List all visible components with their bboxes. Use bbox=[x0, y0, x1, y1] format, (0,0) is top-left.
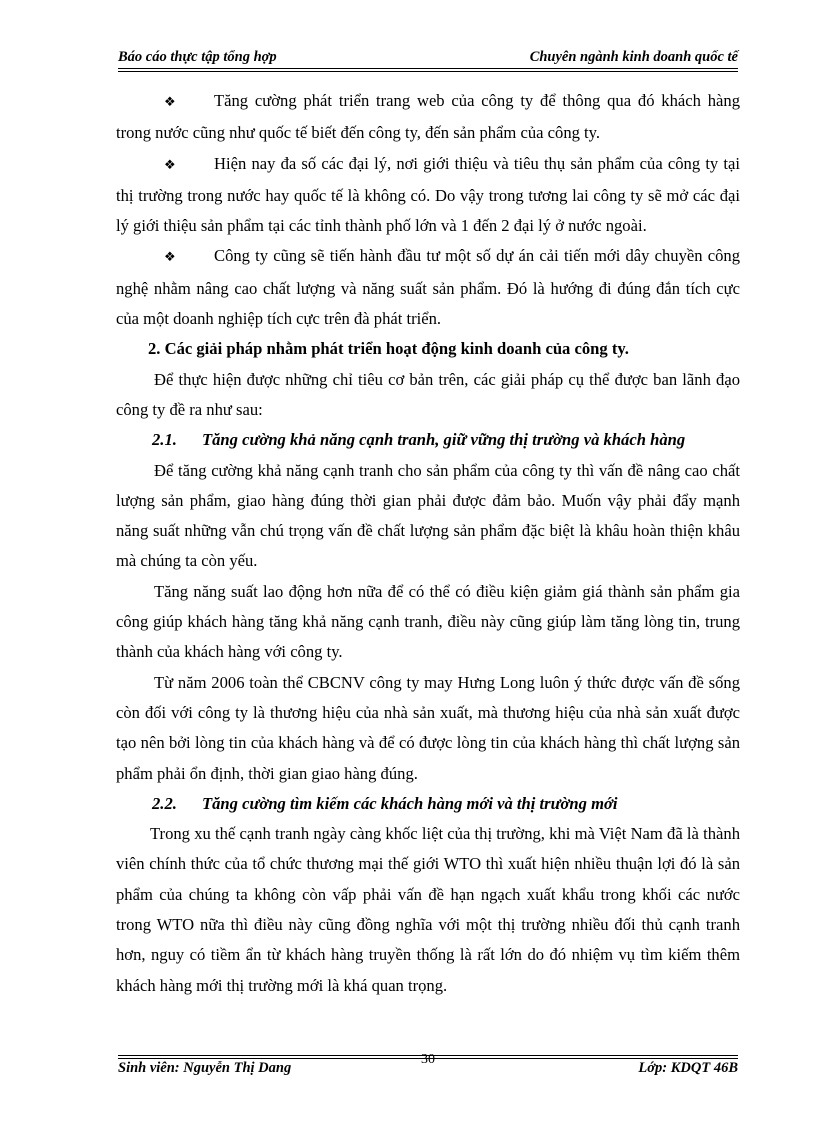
bullet-paragraph bbox=[116, 149, 740, 242]
header-divider bbox=[118, 68, 738, 72]
subsection-heading bbox=[116, 789, 740, 819]
diamond-bullet-icon: ❖ bbox=[164, 95, 176, 110]
subsection-number: 2.2. bbox=[152, 793, 177, 813]
bullet-text: Hiện nay đa số các đại lý, nơi giới thiệu và tiêu thụ sản phẩm của công ty tại thị trường trong nước hay quốc tế là không có. Do vậy trong tương lai công ty sẽ mở các đại lý giới thiệu sản phẩm tại các tỉnh thành phố lớn và 1 đến 2 đại lý ở nước ngoài. bbox=[116, 153, 740, 236]
subsection-title: Tăng cường khả năng cạnh tranh, giữ vững thị trường và khách hàng bbox=[202, 430, 686, 450]
body-paragraph: Tăng năng suất lao động hơn nữa để có thể có điều kiện giảm giá thành sản phẩm gia công giúp khách hàng tăng khả năng cạnh tranh, điều này cũng giúp làm tăng lòng tin, trung thành của khách hàng với công ty. bbox=[116, 581, 740, 662]
bullet-text: Công ty cũng sẽ tiến hành đầu tư một số dự án cải tiến mới dây chuyền công nghệ nhằm nâng cao chất lượng và năng suất sản phẩm. Đó là hướng đi đúng đắn tích cực của một doanh nghiệp tích cực trên đà phát triển. bbox=[116, 246, 740, 329]
header-report-title: Báo cáo thực tập tổng hợp bbox=[118, 49, 277, 65]
page-header bbox=[118, 49, 738, 69]
subsection-title: Tăng cường tìm kiếm các khách hàng mới và thị trường mới bbox=[202, 793, 618, 813]
subsection-number: 2.1. bbox=[152, 430, 177, 450]
header-major: Chuyên ngành kinh doanh quốc tế bbox=[529, 49, 738, 65]
footer-student-name: Sinh viên: Nguyễn Thị Dang bbox=[118, 1060, 292, 1076]
diamond-bullet-icon: ❖ bbox=[164, 157, 176, 173]
section-heading: 2. Các giải pháp nhằm phát triển hoạt động kinh doanh của công ty. bbox=[148, 339, 629, 359]
page-footer bbox=[118, 1052, 738, 1080]
body-paragraph: Từ năm 2006 toàn thể CBCNV công ty may Hưng Long luôn ý thức được vấn đề sống còn đối với công ty là thương hiệu của nhà sản xuất, mà thương hiệu của nhà sản xuất được tạo nên bởi lòng tin của khách hàng và để có được lòng tin của khách hàng thì chất lượng sản phẩm phải ổn định, thời gian giao hàng đúng. bbox=[116, 672, 740, 783]
body-paragraph: Để tăng cường khả năng cạnh tranh cho sản phẩm của công ty thì vấn đề nâng cao chất lượng sản phẩm, giao hàng đúng thời gian phải được đảm bảo. Muốn vậy phải đẩy mạnh năng suất những vẫn chú trọng vấn đề chất lượng sản phẩm đặc biệt là khâu hoàn thiện khâu mà chúng ta còn yếu. bbox=[116, 460, 740, 571]
bullet-paragraph bbox=[116, 86, 740, 149]
bullet-paragraph bbox=[116, 241, 740, 334]
footer-class: Lớp: KDQT 46B bbox=[638, 1060, 738, 1076]
subsection-heading bbox=[116, 425, 740, 455]
body-paragraph: Trong xu thế cạnh tranh ngày càng khốc liệt của thị trường, khi mà Việt Nam đã là thành viên chính thức của tổ chức thương mại thế giới WTO thì xuất hiện nhiều thuận lợi đó là sản phẩm của chúng ta không còn vấp phải vấn đề hạn ngạch xuất khẩu trong khối các nước trong WTO nữa thì điều này cũng đồng nghĩa với một thị trường nhiều đối thủ cạnh tranh hơn, nguy có tiềm ẩn từ khách hàng truyền thống là rất lớn do đó nhiệm vụ tìm kiếm thêm khách hàng mới thị trường mới là khá quan trọng. bbox=[116, 824, 740, 995]
diamond-bullet-icon: ❖ bbox=[164, 250, 176, 266]
page-body bbox=[116, 86, 740, 1001]
section-intro: Để thực hiện được những chỉ tiêu cơ bản trên, các giải pháp cụ thể được ban lãnh đạo công ty đề ra như sau: bbox=[116, 369, 740, 419]
bullet-text: Tăng cường phát triển trang web của công ty để thông qua đó khách hàng trong nước cũng như quốc tế biết đến công ty, đến sản phẩm của công ty. bbox=[116, 91, 740, 143]
page-number: 30 bbox=[421, 1052, 435, 1067]
